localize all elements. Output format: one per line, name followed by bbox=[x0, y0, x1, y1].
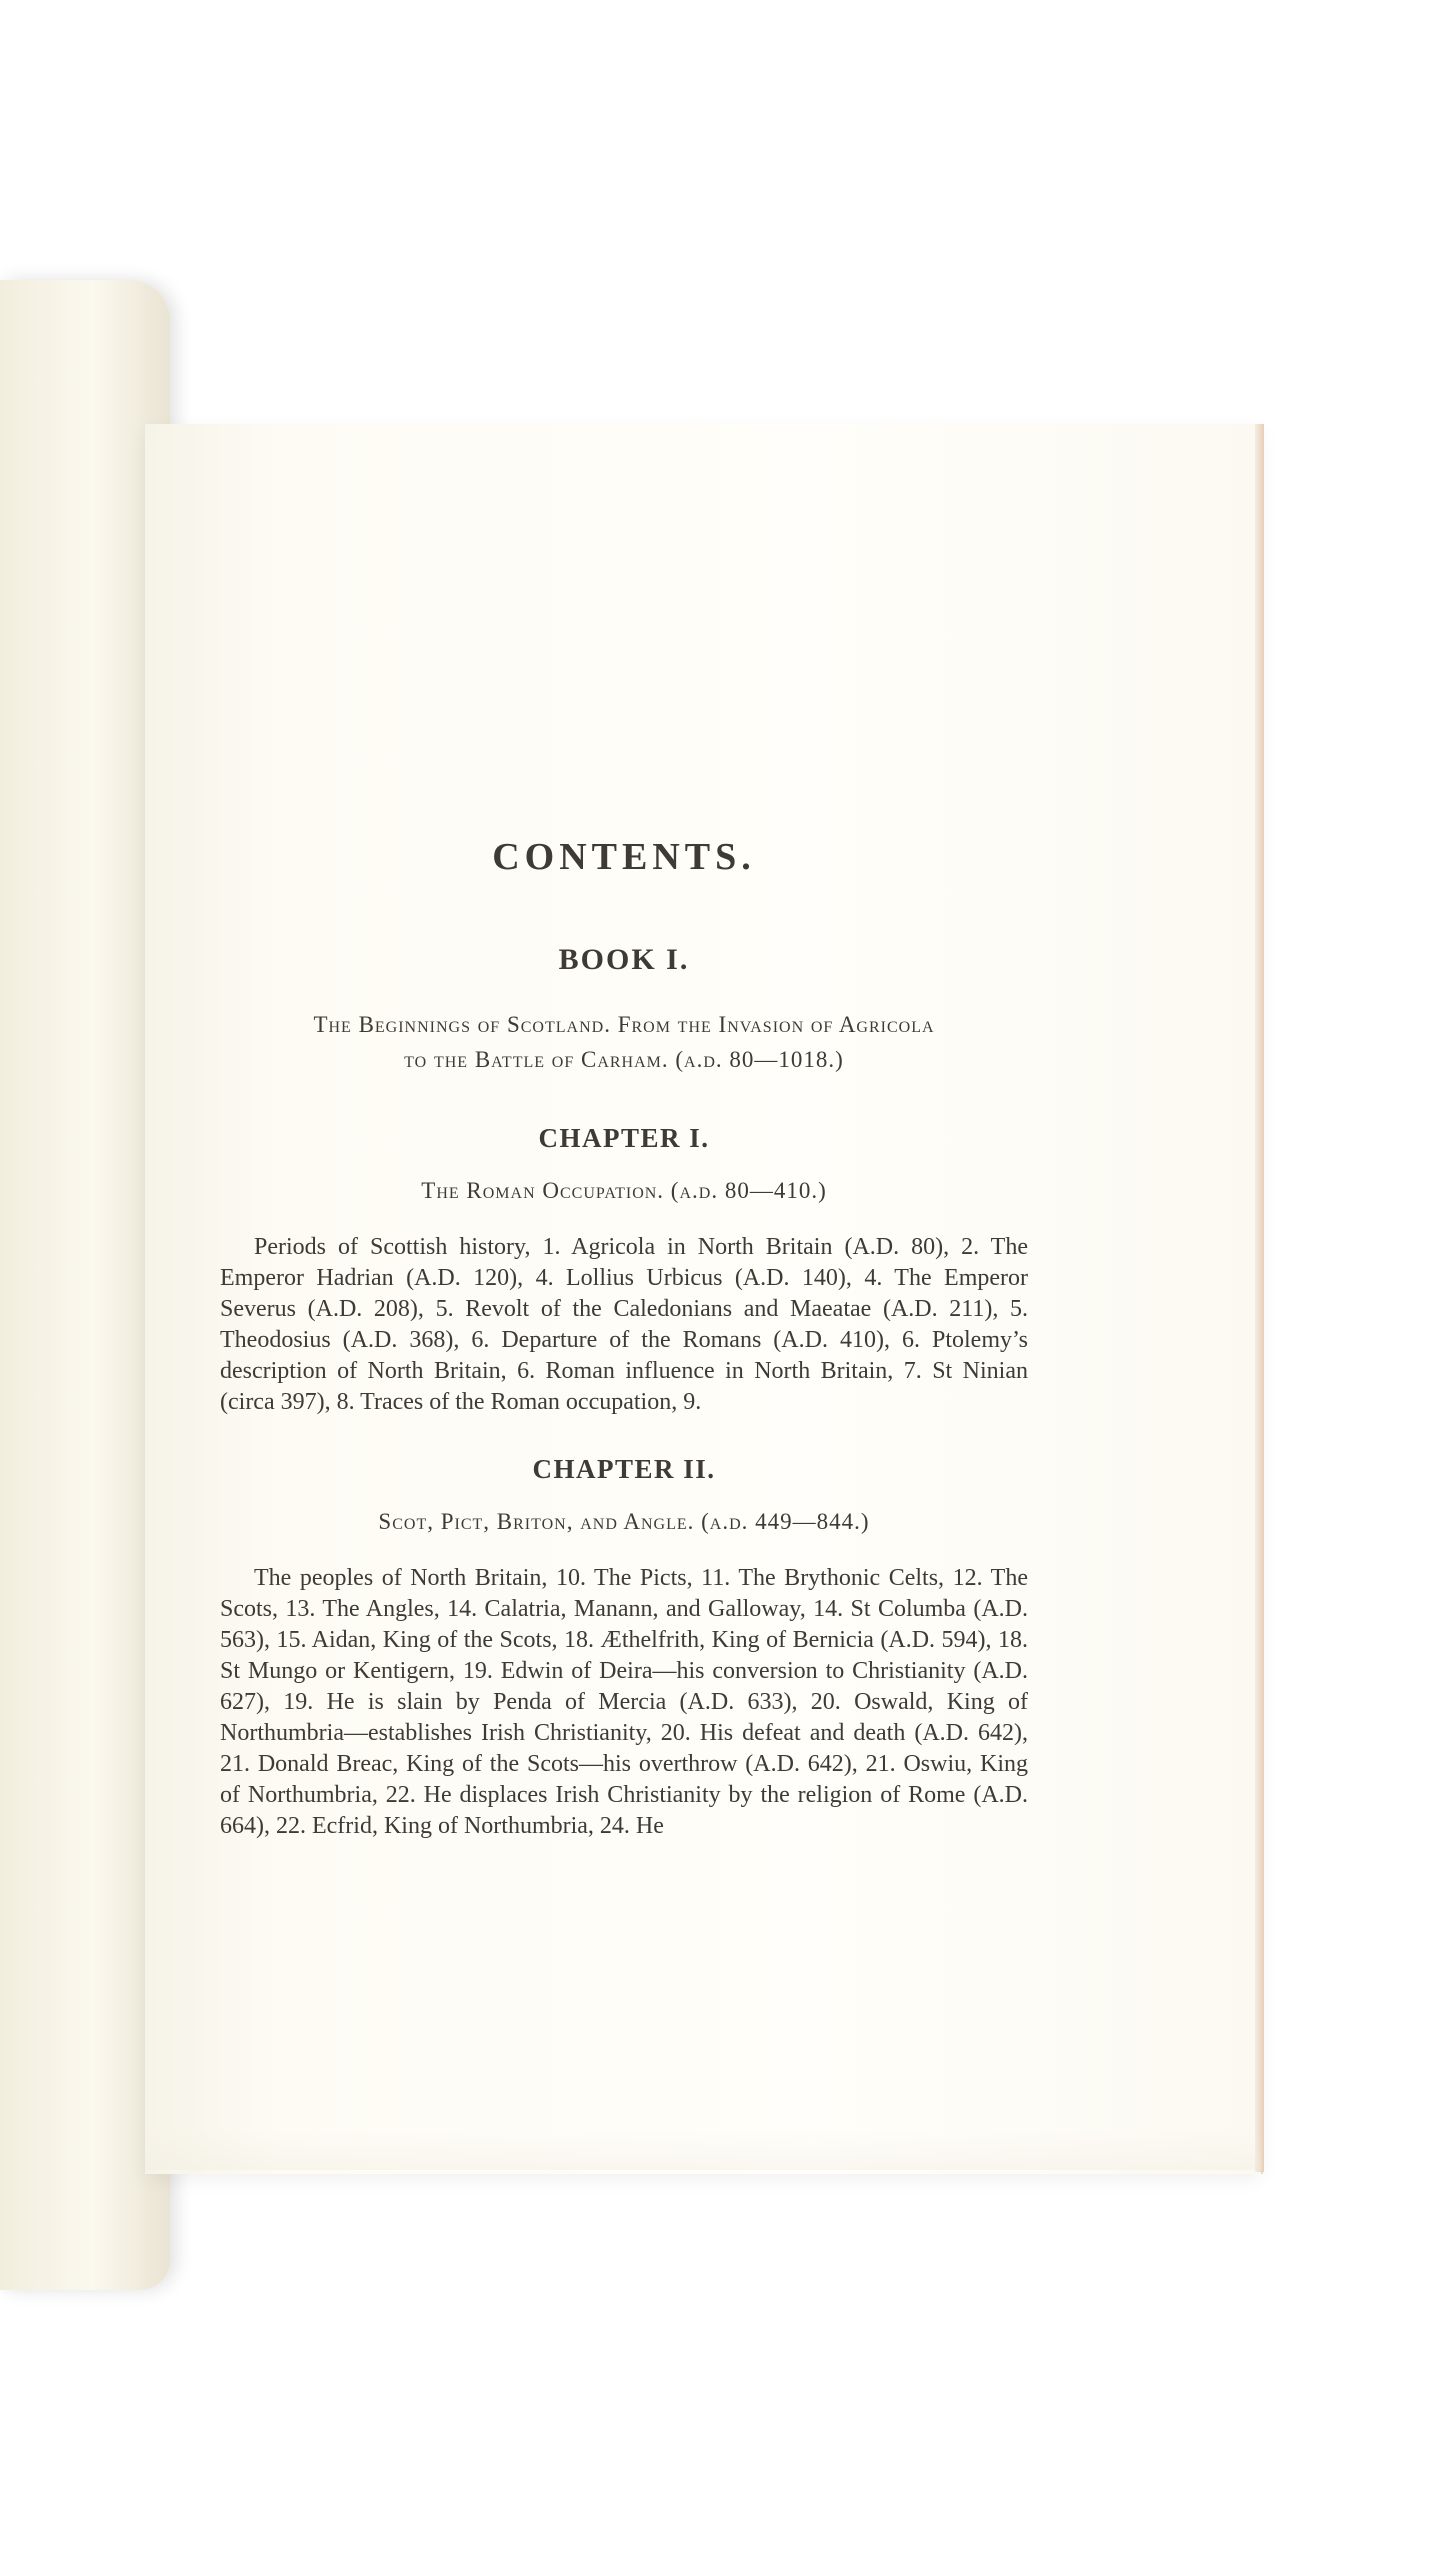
book-heading: BOOK I. bbox=[558, 943, 690, 976]
book-subtitle-line-1: The Beginnings of Scotland. From the Invasion of Agricola bbox=[313, 1012, 935, 1037]
chapter-2-summary: The peoples of North Britain, 10. The Picts, 11. The Brythonic Celts, 12. The Scots, 13. The Angles, 14. Calatria, Manann, and Galloway, 14. St Columba (A.D. 563), 15. Aidan, King of the Scots, 18. Æthelfrith, King of Bernicia (A.D. 594), 18. St Mungo or Kentigern, 19. Edwin of Deira—his conversion to Christianity (A.D. 627), 19. He is slain by Penda of Mercia (A.D. 633), 20. Oswald, King of Northumbria—establishes Irish Christianity, 20. His defeat and death (A.D. 642), 21. Donald Breac, King of the Scots—his overthrow (A.D. 642), 21. Oswiu, King of Northumbria, 22. He displaces Irish Christianity by the religion of Rome (A.D. 664), 22. Ecfrid, King of Northumbria, 24. He bbox=[220, 1565, 1028, 1839]
page-fore-edge bbox=[1255, 424, 1264, 2172]
contents-heading: CONTENTS. bbox=[492, 836, 756, 878]
contents-section bbox=[220, 835, 1028, 1842]
book-subtitle-line-2: to the Battle of Carham. (a.d. 80—1018.) bbox=[404, 1047, 844, 1072]
chapter-2-heading: CHAPTER II. bbox=[532, 1454, 716, 1484]
chapter-1-summary: Periods of Scottish history, 1. Agricola in North Britain (A.D. 80), 2. The Emperor Hadrian (A.D. 120), 4. Lollius Urbicus (A.D. 140), 4. The Emperor Severus (A.D. 208), 5. Revolt of the Caledonians and Maeatae (A.D. 211), 5. Theodosius (A.D. 368), 6. Departure of the Romans (A.D. 410), 6. Ptolemy’s description of North Britain, 6. Roman influence in North Britain, 7. St Ninian (circa 397), 8. Traces of the Roman occupation, 9. bbox=[220, 1234, 1028, 1415]
book-subtitle bbox=[220, 1007, 1028, 1077]
chapter-1-subtitle: The Roman Occupation. (a.d. 80—410.) bbox=[421, 1178, 827, 1203]
chapter-2-subtitle: Scot, Pict, Briton, and Angle. (a.d. 449—844.) bbox=[378, 1509, 870, 1534]
page-bottom-shade bbox=[145, 2130, 1261, 2170]
chapter-1-heading: CHAPTER I. bbox=[538, 1123, 710, 1153]
